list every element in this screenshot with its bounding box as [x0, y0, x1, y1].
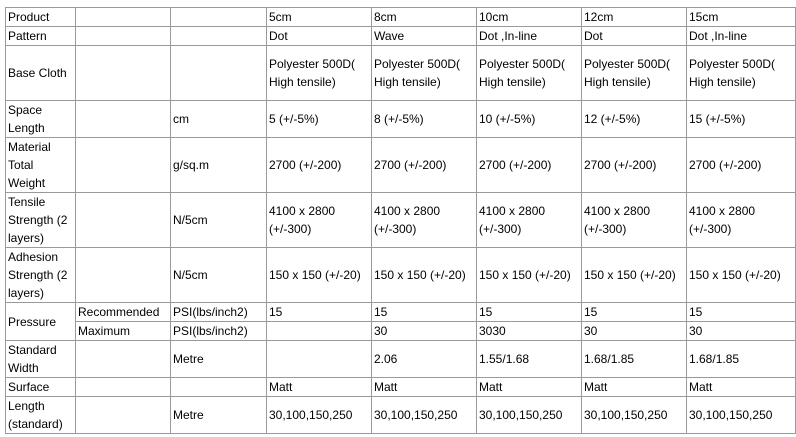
value-cell: 15 [687, 303, 796, 322]
value-cell: 1.55/1.68 [477, 341, 582, 378]
unit-cell: PSI(lbs/inch2) [171, 303, 267, 322]
value-cell: 1.68/1.85 [582, 341, 687, 378]
value-cell: 150 x 150 (+/-20) [372, 248, 477, 303]
value-cell: 150 x 150 (+/-20) [267, 248, 372, 303]
value-cell: Dot ,In-line [477, 27, 582, 46]
value-cell: 4100 x 2800 (+/-300) [372, 193, 477, 248]
unit-cell [171, 46, 267, 101]
value-cell: Matt [267, 378, 372, 397]
row-label-length-standard: Length (standard) [6, 397, 76, 434]
value-cell: Dot [582, 27, 687, 46]
sub-label-cell [76, 8, 171, 27]
row-label-tensile-strength: Tensile Strength (2 layers) [6, 193, 76, 248]
value-cell: 15cm [687, 8, 796, 27]
table-row [6, 341, 796, 378]
value-cell [267, 322, 372, 341]
value-cell: 2.06 [372, 341, 477, 378]
row-label-adhesion-strength: Adhesion Strength (2 layers) [6, 248, 76, 303]
unit-cell: N/5cm [171, 193, 267, 248]
value-cell: Polyester 500D( High tensile) [582, 46, 687, 101]
value-cell: 5cm [267, 8, 372, 27]
row-label-space-length: Space Length [6, 101, 76, 138]
value-cell: 30 [372, 322, 477, 341]
table-row [6, 303, 796, 322]
value-cell: 30,100,150,250 [687, 397, 796, 434]
value-cell: 30 [582, 322, 687, 341]
value-cell: 12cm [582, 8, 687, 27]
value-cell: Matt [687, 378, 796, 397]
value-cell: 30,100,150,250 [372, 397, 477, 434]
value-cell: 2700 (+/-200) [267, 138, 372, 193]
value-cell: 4100 x 2800 (+/-300) [267, 193, 372, 248]
value-cell: 150 x 150 (+/-20) [477, 248, 582, 303]
value-cell: 5 (+/-5%) [267, 101, 372, 138]
row-label-standard-width: Standard Width [6, 341, 76, 378]
table-row [6, 46, 796, 101]
value-cell: 30 [687, 322, 796, 341]
value-cell: 15 [477, 303, 582, 322]
value-cell: 1.68/1.85 [687, 341, 796, 378]
value-cell: 12 (+/-5%) [582, 101, 687, 138]
sub-label-cell [76, 248, 171, 303]
table-row [6, 248, 796, 303]
unit-cell [171, 8, 267, 27]
value-cell: 150 x 150 (+/-20) [687, 248, 796, 303]
sub-label-cell [76, 193, 171, 248]
unit-cell [171, 27, 267, 46]
table-row [6, 322, 796, 341]
sub-label-cell [76, 138, 171, 193]
sub-label-cell [76, 397, 171, 434]
value-cell: 30,100,150,250 [477, 397, 582, 434]
value-cell: 3030 [477, 322, 582, 341]
unit-cell [171, 378, 267, 397]
sub-label-cell [76, 378, 171, 397]
unit-cell: N/5cm [171, 248, 267, 303]
value-cell: 10cm [477, 8, 582, 27]
sub-label-cell [76, 27, 171, 46]
unit-cell: Metre [171, 397, 267, 434]
table-row [6, 193, 796, 248]
unit-cell: PSI(lbs/inch2) [171, 322, 267, 341]
value-cell: Polyester 500D( High tensile) [687, 46, 796, 101]
value-cell: Wave [372, 27, 477, 46]
value-cell: Polyester 500D( High tensile) [477, 46, 582, 101]
value-cell: Matt [477, 378, 582, 397]
sub-label-maximum: Maximum [76, 322, 171, 341]
value-cell: 2700 (+/-200) [372, 138, 477, 193]
table-row [6, 397, 796, 434]
value-cell: Polyester 500D( High tensile) [372, 46, 477, 101]
value-cell: 15 [372, 303, 477, 322]
spec-table-viewport [5, 7, 781, 437]
value-cell: 30,100,150,250 [582, 397, 687, 434]
table-row [6, 101, 796, 138]
value-cell: Matt [582, 378, 687, 397]
value-cell: 2700 (+/-200) [477, 138, 582, 193]
unit-cell: Metre [171, 341, 267, 378]
table-row [6, 27, 796, 46]
value-cell: 4100 x 2800 (+/-300) [477, 193, 582, 248]
table-row [6, 138, 796, 193]
value-cell: 8cm [372, 8, 477, 27]
value-cell: Matt [372, 378, 477, 397]
value-cell: Dot [267, 27, 372, 46]
value-cell: 10 (+/-5%) [477, 101, 582, 138]
sub-label-recommended: Recommended [76, 303, 171, 322]
row-label-surface: Surface [6, 378, 76, 397]
row-label-pattern: Pattern [6, 27, 76, 46]
value-cell [267, 341, 372, 378]
value-cell: 15 [582, 303, 687, 322]
table-row [6, 8, 796, 27]
unit-cell: g/sq.m [171, 138, 267, 193]
product-spec-table [5, 7, 796, 434]
value-cell: 15 [267, 303, 372, 322]
row-label-product: Product [6, 8, 76, 27]
value-cell: 2700 (+/-200) [687, 138, 796, 193]
value-cell: 4100 x 2800 (+/-300) [687, 193, 796, 248]
value-cell: 15 (+/-5%) [687, 101, 796, 138]
sub-label-cell [76, 101, 171, 138]
sub-label-cell [76, 46, 171, 101]
row-label-base-cloth: Base Cloth [6, 46, 76, 101]
value-cell: 30,100,150,250 [267, 397, 372, 434]
row-label-material-total-weight: Material Total Weight [6, 138, 76, 193]
table-row [6, 378, 796, 397]
row-label-pressure: Pressure [6, 303, 76, 341]
value-cell: 8 (+/-5%) [372, 101, 477, 138]
value-cell: Polyester 500D( High tensile) [267, 46, 372, 101]
value-cell: 4100 x 2800 (+/-300) [582, 193, 687, 248]
unit-cell: cm [171, 101, 267, 138]
sub-label-cell [76, 341, 171, 378]
value-cell: 2700 (+/-200) [582, 138, 687, 193]
value-cell: Dot ,In-line [687, 27, 796, 46]
value-cell: 150 x 150 (+/-20) [582, 248, 687, 303]
